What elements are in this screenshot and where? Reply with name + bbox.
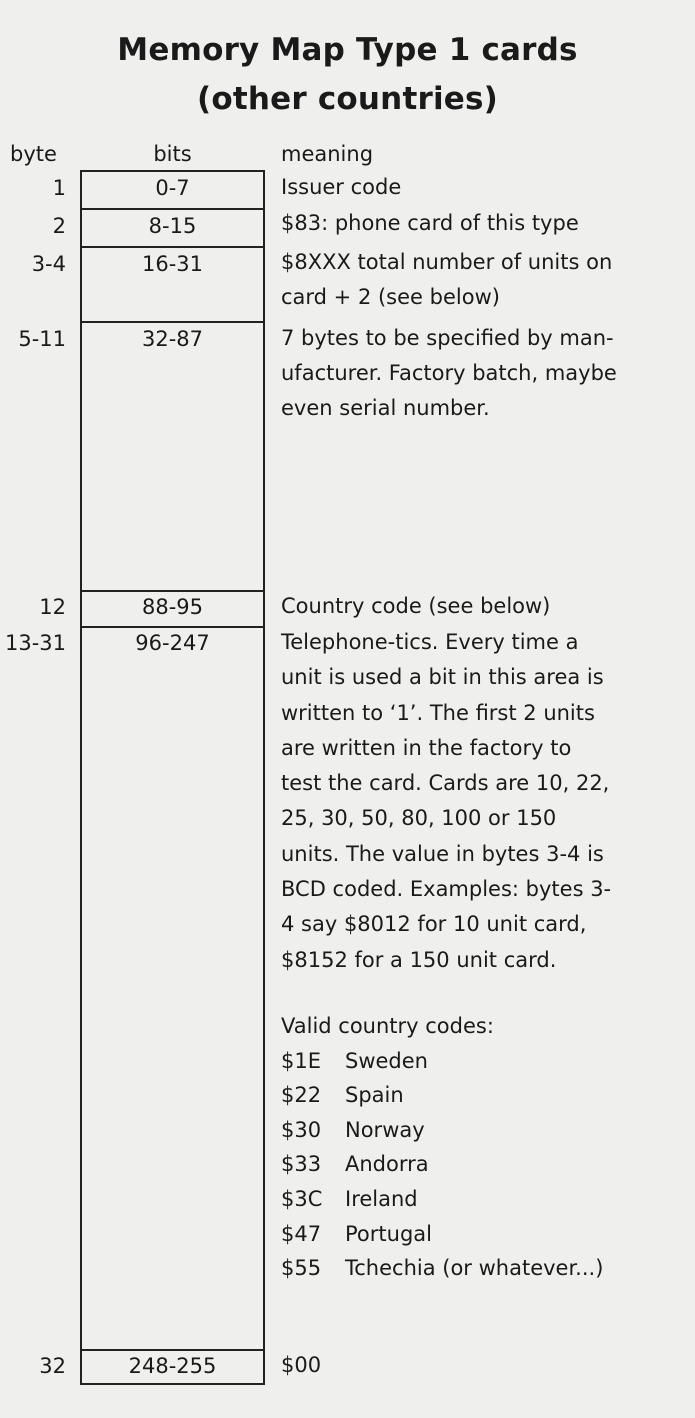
- country-code-heading: Valid country codes:: [281, 1014, 494, 1038]
- byte-index: 13-31: [4, 631, 66, 655]
- country-code-item: [281, 1147, 603, 1182]
- country-code: $1E: [281, 1048, 321, 1073]
- meaning-line: card + 2 (see below): [281, 285, 500, 309]
- meaning-line: Issuer code: [281, 175, 402, 199]
- country-name: Portugal: [345, 1221, 432, 1246]
- row-meaning: [281, 589, 657, 624]
- row-meaning: [281, 1348, 657, 1383]
- country-code-list: [281, 1009, 603, 1286]
- byte-index: 12: [39, 595, 66, 619]
- row-meaning: [281, 321, 657, 426]
- country-code-item: [281, 1044, 603, 1079]
- bit-range: 16-31: [141, 252, 204, 276]
- bit-range: 0-7: [155, 176, 190, 200]
- memory-cell-byte-13-31: [80, 626, 265, 1351]
- bits-column-header: bits: [153, 142, 192, 166]
- country-name: Spain: [345, 1083, 404, 1108]
- meaning-line: 7 bytes to be specified by man-: [281, 326, 614, 350]
- country-code: $3C: [281, 1186, 323, 1211]
- meaning-line: written to ‘1’. The first 2 units: [281, 700, 595, 725]
- country-code-item: [281, 1217, 603, 1252]
- byte-index: 2: [52, 214, 66, 238]
- country-name: Norway: [345, 1117, 425, 1142]
- country-code-item: [281, 1251, 603, 1286]
- meaning-line: $83: phone card of this type: [281, 211, 579, 235]
- memory-cell-byte-5-11: [80, 321, 265, 592]
- country-code: $55: [281, 1256, 322, 1281]
- meaning-line: Country code (see below): [281, 594, 551, 618]
- meaning-line: $8XXX total number of units on: [281, 250, 613, 274]
- country-code: $47: [281, 1221, 322, 1246]
- meaning-line: unit is used a bit in this area is: [281, 665, 604, 690]
- country-name: Sweden: [345, 1048, 428, 1073]
- country-code: $30: [281, 1117, 322, 1142]
- byte-index: 32: [39, 1354, 66, 1378]
- bit-range: 8-15: [148, 214, 197, 238]
- meaning-line: ufacturer. Factory batch, maybe: [281, 361, 617, 385]
- bit-range: 248-255: [128, 1354, 217, 1378]
- row-meaning: [281, 245, 657, 315]
- meaning-column-header: meaning: [281, 142, 374, 166]
- byte-index: 1: [52, 176, 66, 200]
- country-code-item: [281, 1078, 603, 1113]
- meaning-line: are written in the factory to: [281, 735, 572, 760]
- meaning-line: 25, 30, 50, 80, 100 or 150: [281, 806, 557, 831]
- row-meaning: [281, 206, 657, 241]
- meaning-line: test the card. Cards are 10, 22,: [281, 771, 610, 796]
- page-title: Memory Map Type 1 cards: [117, 32, 578, 68]
- country-code-item: [281, 1113, 603, 1148]
- meaning-line: 4 say $8012 for 10 unit card,: [281, 912, 587, 937]
- meaning-line: $8152 for a 150 unit card.: [281, 947, 557, 972]
- byte-column-header: byte: [10, 142, 57, 166]
- bit-range: 96-247: [135, 631, 210, 655]
- country-code: $22: [281, 1083, 322, 1108]
- country-name: Tchechia (or whatever...): [345, 1256, 604, 1281]
- meaning-line: $00: [281, 1353, 322, 1377]
- country-name: Andorra: [345, 1152, 429, 1177]
- meaning-line: even serial number.: [281, 396, 490, 420]
- meaning-line: units. The value in bytes 3-4 is: [281, 841, 604, 866]
- country-code-item: [281, 1182, 603, 1217]
- row-meaning: [281, 170, 657, 205]
- byte-index: 5-11: [18, 327, 66, 351]
- country-code: $33: [281, 1152, 322, 1177]
- meaning-line: BCD coded. Examples: bytes 3-: [281, 877, 612, 902]
- page-subtitle: (other countries): [196, 81, 499, 117]
- country-name: Ireland: [345, 1186, 418, 1211]
- meaning-line: Telephone-tics. Every time a: [281, 630, 579, 654]
- bit-range: 32-87: [141, 327, 204, 351]
- bit-range: 88-95: [141, 595, 204, 619]
- byte-index: 3-4: [31, 252, 66, 276]
- row-meaning: [281, 625, 657, 978]
